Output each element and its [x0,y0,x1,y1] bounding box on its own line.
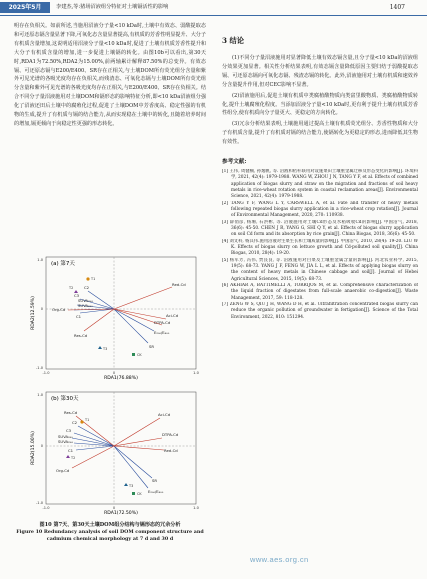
arrow-acicd-b [114,418,160,446]
rda-plot-b [14,388,206,520]
label-c3-a: C3 [74,293,80,298]
conclusion-paragraph-2: (2)沼液施用后,促进土壤有机质中类腐植酸物质向类富里酸物质、类腐植酸物质转化,提升土壤腐殖化程度。当添加沼液分子量<10 kDa时,更有利于提升土壤有机质芳香性组分,使有机质向分子量更大、更稳定的方向转化。 [222,92,418,117]
page-header [0,0,427,14]
left-paragraph: 明存在负相关。如前所述,当施用沼液分子量<10 kDa时,土壤中有效态、弱酸提取态和可还原态镉含量显著下降,可氧化态含量显著提高,有机质的芳香性明显提升、大分子有机质含量增加,这说明适用沼液分子量<10 kDa时,促进了土壤有机质芳香性提升和大分子有机质含量的增加,进一步促进上壤镉的转化。由图10b可以看出,第30天时,RDA1为72.50%,RDA2为15.00%,前两轴累计解释87.50%的总变异。有效态镉、可还原态镉与E200/E400、SR存在正相关,与土壤DOM所有荧光组分含量和紫外可见光谱的各吸光度均存在负相关,而残渣态、可氧化态镉与土壤DOM所有荧光组分含量和紫外可见光谱的各吸光度均存在正相关,与E200/E400、SR存在负相关。结合不同分子量沼液施用对土壤DOM和镉形态的影响特征分析,即<10 kDa沼液组分强化了沼液还田后土壤中的腐殖化过程,促进了土壤DOM中芳香度高、稳定性强的有机物的生成,提升了有机质与镉的结合能力,从而实现稳在土壤中的转化,且随着培养时间的增加,镉更倾向于向稳定性更强的形态转化。 [14,23,206,127]
x-axis-label-a: RDA1(76.88%) [104,376,138,381]
arrow-redcd-b [114,446,164,450]
y-axis-label-a: RDA2(12.59%) [31,296,36,330]
point-label-ck-b: CK [137,492,142,496]
arrow-orgcd-b [72,446,114,468]
figure-panel-a [14,253,206,385]
svg-text:0: 0 [112,506,116,510]
label-suva254-b: SUVA₂₅₄ [58,439,73,444]
label-dtpacd-b: DTPA-Cd [162,432,179,437]
svg-text:-1.0: -1.0 [42,371,50,375]
arrow-c1-b [76,446,114,450]
arrow-sr-a [114,309,148,343]
point-ck-a [132,353,135,356]
point-t1-a [86,277,89,280]
label-suva254-a: SUVA₂₅₄ [78,298,93,303]
page-number: 1407 [389,4,405,11]
label-orgcd-a: Org-Cd [52,307,66,312]
label-rescd-b: Res-Cd [64,410,78,415]
references-title: 参考文献: [222,159,247,166]
reference-item: [7] ZENG W S, QIU J H, WANG D H, et al. Ultrafiltration concentrated biogas slurry can reduce the organic pollution of groundwater in fertigation[J]. Science of the Total Environment, 2022, 810: 151294. [222,302,418,320]
reference-item: [5] 杨军芳, 冯伟, 贾良良, 等. 沼液施用对白菜及土壤重金属含量的影响[J]. 河北农业科学, 2015, 19(5): 68-73. YANG J F, FENG W, JIA L L, et al. Effects of applying biogas slurry on the content of heavy metals in Chinese cabbage and soil[J]. Journal of Hebei Agricultural Sciences, 2015, 19(5): 68-73. [222,257,418,282]
point-label-t2-b: T2 [71,456,76,460]
label-sr-b: SR [152,478,158,483]
arrow-redcd-a [114,287,172,309]
label-c2-b: C2 [72,420,78,425]
label-c2-a: C2 [84,285,90,290]
reference-item: [4] 刘文科, 杨其伟.施用沼液对生菜生长和土壤质量的影响[J]. 中国沼气, 2010, 28(4): 19-20. LIU W K. Effects of biogas slurry on lettuce growth and Cd-polluted soil quality[J]. China Biogas, 2010, 28(4): 19-20. [222,238,418,257]
label-dtpacd-a: DTPA-Cd [154,320,171,325]
svg-text:-1.0: -1.0 [35,366,43,370]
point-ck-b [132,492,135,495]
point-label-t3-b: T3 [129,484,134,488]
point-t2-a [74,290,78,293]
point-t2-b [66,455,70,458]
label-c1-a: C1 [76,314,82,319]
running-title: 李建杰,等:猪场沼液组分特征对土壤镉活性的影响 [56,4,169,10]
point-label-t1-b: T1 [85,418,90,422]
label-acicd-b: Aci-Cd [158,412,171,417]
arrow-sr-b [114,446,152,478]
svg-text:0: 0 [40,307,43,311]
label-c3-b: C3 [66,428,72,433]
label-acicd-a: Aci-Cd [166,313,179,318]
arrow-suva254-b [74,443,114,446]
point-t3-a [98,346,102,349]
figure-panel-b [14,388,206,520]
label-e2e4-a: E₂₀₀/E₄₀₀ [154,330,170,335]
point-label-t2-a: T2 [69,286,74,290]
header-rule [0,15,427,16]
figure-caption-cn: 图10 第7天、第30天土壤DOM组分结构与镉形态的冗余分析 [39,522,181,528]
reference-item: [3] 薛俏彦, 杨珊, 石洪彬, 等. 沼液施用对土壤Cd形态及水稻吸收Cd的影响[J]. 中国沼气, 2018, 36(6): 45-50. CHEN J R, YANG G, SHI Q Y, et al. Effects of biogas slurry application on soil Cd form and its absorption by rice grain[J]. China Biogas, 2018, 36(6): 45-50. [222,219,418,238]
point-label-t3-a: T3 [103,347,108,351]
watermark-url: www.aes.org.cn [250,555,309,564]
conclusion-paragraph-1: (1)不同分子量沼液施用对显著降低土壤有效态镉含量,且分子量<10 kDa的沼液组分效果更加显著。相关性分析结果表明,有效态镉含量降低原因主要归结于弱酸提取态镉、可还原态镉向可氧化态镉、残渣态镉的转化。此外,沼液施用对土壤有机质和速效养分含量提升作用,但对CEC影响不显著。 [222,55,418,88]
reference-list [222,169,418,321]
point-label-t1-a: T1 [91,277,96,281]
svg-text:0: 0 [112,371,116,375]
label-sr-a: SR [149,344,155,349]
arrow-e2e4-a [114,309,154,331]
svg-text:0: 0 [40,444,43,448]
label-redcd-b: Red-Cd [164,448,178,453]
issue-badge: 2025年5月 [0,2,50,13]
x-axis-label-b: RDA1(72.50%) [104,511,138,516]
left-column [14,22,206,129]
svg-text:-1.0: -1.0 [42,506,50,510]
label-rescd-a: Res-Cd [74,333,88,338]
label-suva260-a: SUVA₂₆₀ [78,303,93,308]
figure-caption-en: Figure 10 Redundancy analysis of soil DOM component structure and cadmium chemical morphology at 7 d and 30 d [16,529,204,542]
svg-text:-1.0: -1.0 [35,501,43,505]
point-t3-b [124,483,128,486]
point-t1-b [80,420,83,423]
label-suva260-b: SUVA₂₆₀ [58,434,73,439]
conclusion-paragraph-3: (3)冗余分析结果表明,土壤施用通过提高土壤有机质荧光组分、芳香性物质和大分子有机质含量,提升了有机质对镉的结合能力,使镉转化为更稳定的形态,进而降低其生物有效性。 [222,121,418,146]
label-orgcd-b: Org-Cd [56,468,70,473]
arrow-dtpacd-b [114,438,162,446]
svg-text:1.0: 1.0 [37,258,43,262]
arrow-e2e4-b [114,446,148,488]
panel-label-a: (a) 第7天 [51,261,75,267]
reference-item: [2] TANG Y F, WANG L Y, CARSWELL A, et al. Fate and transfer of heavy metals following repeated biogas slurry application in a rice-wheat crop rotation[J]. Journal of Environmental Management, 2020, 270: 110938. [222,200,418,219]
reference-item: [6] AKHIAR A, BATTIMELLI A, TORRIJOS M, et al. Comprehensive characterization of the liquid fraction of digestates from full-scale anaerobic co-digestion[J]. Waste Management, 2017, 59: 118-128. [222,283,418,301]
label-redcd-a: Red-Cd [172,282,186,287]
section-title-conclusion: 3 结论 [222,36,244,45]
y-axis-label-b: RDA2(15.00%) [31,431,36,465]
reference-item: [1] 王伟, 周健楠, 孙逸帆, 等. 沼液和秸秆联用对设施菜田土壤重金属迁移及形态变化的影响[J]. 环境科学, 2021, 42(4): 1979-1988. WANG W, ZHOU J N, TANG Y F, et al. Effects of combined application of biogas slurry and straw on the migration and fractions of soil heavy metals in rice-wheat rotation system in coastal reclamation areas[J]. Environmental Science, 2021, 42(4): 1979-1988. [222,169,418,200]
label-c1-b: C1 [68,448,74,453]
right-column [222,22,418,321]
label-e2e4-b: E₂₀₀/E₄₀₀ [148,489,164,494]
svg-text:1.0: 1.0 [193,371,199,375]
svg-text:1.0: 1.0 [193,506,199,510]
svg-text:1.0: 1.0 [37,393,43,397]
point-label-ck-a: CK [137,353,142,357]
panel-label-b: (b) 第30天 [51,396,79,402]
rda-plot-a [14,253,206,385]
